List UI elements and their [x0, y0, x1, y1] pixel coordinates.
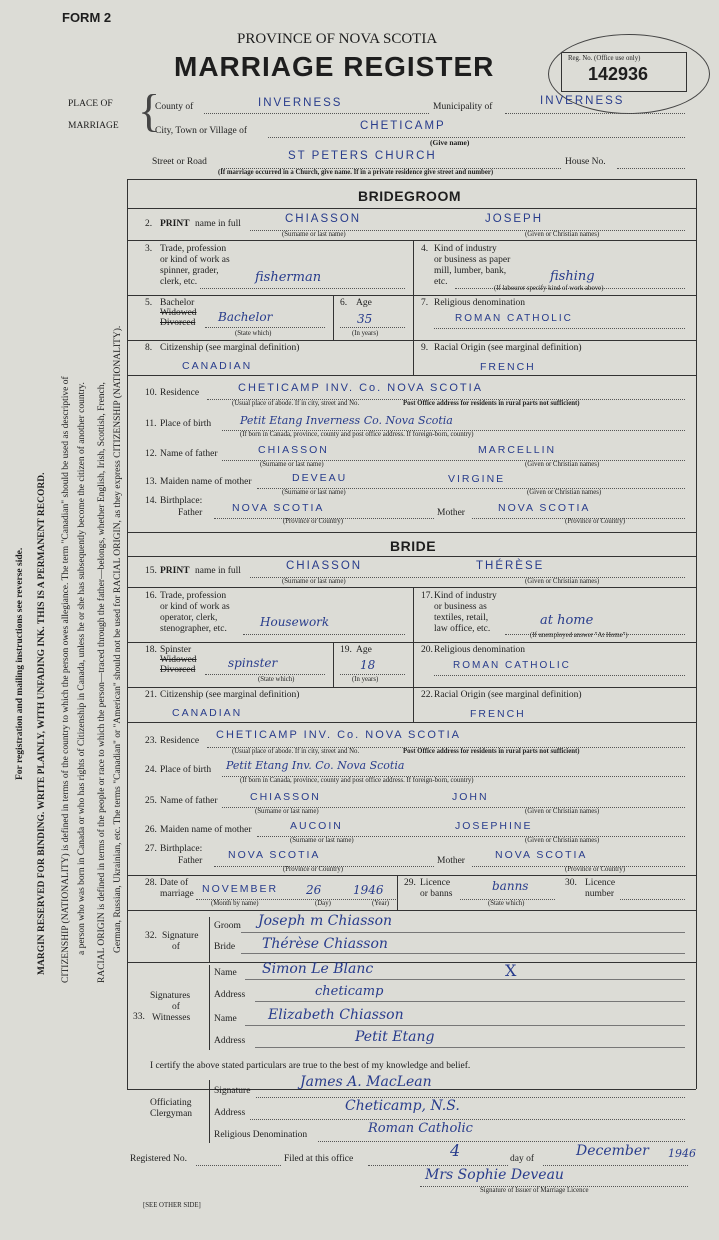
county-label: County of: [155, 102, 194, 112]
bride-status: spinster: [228, 656, 278, 670]
marriage-register-form: FORM 2 PROVINCE OF NOVA SCOTIA MARRIAGE REGISTER Reg. No. (Office use only) 142936 PLACE OF MARRIAGE { County of INVERNESS Municipality of INVERNESS City, Town or Village of CHETICAMP (Give name) Street or Road ST PETERS CHURCH House No. (If marriage occurred in a Church, give name. If in a private residence give street and number) For registration and mailing instructions see reverse side. MARGIN RESERVED FOR BINDING. WRITE PLAINLY, WITH UNFADING INK. THIS IS A PERMANENT RECORD. CITIZENSHIP (NATIONALITY) is defined in terms of the country to which the person owes allegiance. The term "Canadian" should be used as descriptive of a person who was born in Canada or who has rights of Citizenship in Canada, unless he or she has subsequently become the citizen of another country. RACIAL ORIGIN is defined in terms of the people or race to which the person—traced through the father—belongs, whether English, Irish, Scottish, French, German, Russian, Ukrainian, etc. The terms "Canadian" or "American" should not be used for RACIAL ORIGIN, as they express CITIZENSHIP (NATIONALITY). BRIDEGROOM 2. PRINT name in full CHIASSON JOSEPH (Surname or last name) (Given or Christian names) 3. Trade, profession or kind of work as spinner, grader, clerk, etc. fisherman 4. Kind of industry or business as paper mill, lumber, bank, etc. fishing (If labourer specify kind of work above) 5. Bachelor Widowed Divorced Bachelor (State which) 6. Age 35 (In years) 7. Religious denomination ROMAN CATHOLIC 8. Citizenship (see marginal definition) CANADIAN 9. Racial Origin (see marginal definition) FRENCH 10. Residence CHETICAMP INV. Co. NOVA SCOTIA (Usual place of abode. If in city, street and No. Post Office address for residents in rural parts not sufficient) 11. Place of birth Petit Etang Inverness Co. Nova Scotia (If born in Canada, province, county and post office address. If foreign-born, country) 12. Name of father CHIASSON MARCELLIN (Surname or last name) (Given or Christian names) 13. Maiden name of mother DEVEAU VIRGINE (Surname or last name) (Given or Christian names) 14. Birthplace: Father NOVA SCOTIA (Province or Country) Mother NOVA SCOTIA (Province or Country) BRIDE 15. PRINT name in full CHIASSON THÉRÈSE (Surname or last name) (Given or Christian names) 16. Trade, profession or kind of work as operator, clerk, stenographer, etc. Housework 17. Kind of industry or business as textiles, retail, law office, etc. at home (If unemployed answer "At Home") 18. Spinster Widowed Divorced spinster (State which) 19. Age 18 (In years) 20. Religious denomination ROMAN CATHOLIC 21. Citizenship (see marginal definition) CANADIAN 22. Racial Origin (see marginal definition) FRENCH 23. Residence CHETICAMP INV. Co. NOVA SCOTIA (Usual place of abode. If in city, street and No. Post Office address for residents in rural parts not sufficient) 24. Place of birth Petit Etang Inv. Co. Nova Scotia (If born in Canada, province, county and post office address. If foreign-born, country) 25. Name of father CHIASSON JOHN (Surname or last name) (Given or Christian names) 26. Maiden name of mother AUCOIN JOSEPHINE (Surname or last name) (Given or Christian names) 27. Birthplace: Father NOVA SCOTIA (Province or Country) Mother NOVA SCOTIA (Province or Country) 28. Date of marriage NOVEMBER 26 1946 (Month by name) (Day) (Year) 29. Licence or banns banns (State which) 30. Licence number 32. Signature of Groom Joseph m Chiasson Bride Thérèse Chiasson 33. Signatures of Witnesses Name Simon Le Blanc X Address cheticamp Name Elizabeth Chiasson Address Petit Etang I certify the above stated particulars are true to the best of my knowledge and belief. Officiating Clergyman Signature James A. MacLean Address Cheticamp, N.S. Religious Denomination Roman Catholic Registered No. Filed at this office 4 day of December 1946 Mrs Sophie Deveau Signature of Issuer of Marriage Licence [SEE OTHER SIDE]: [0, 0, 719, 1240]
filed-year: 1946: [668, 1147, 696, 1160]
filed-day: 4: [450, 1141, 461, 1160]
witness-2-name: Elizabeth Chiasson: [268, 1007, 404, 1023]
marriage-label: MARRIAGE: [68, 121, 119, 131]
street-value: ST PETERS CHURCH: [288, 150, 437, 162]
groom-birthplace: Petit Etang Inverness Co. Nova Scotia: [240, 414, 453, 427]
groom-mother-given: VIRGINE: [448, 473, 506, 485]
marriage-day: 26: [306, 883, 322, 897]
groom-father-given: MARCELLIN: [478, 444, 557, 456]
reg-no-label: Reg. No. (Office use only): [568, 55, 641, 62]
province-heading: PROVINCE OF NOVA SCOTIA: [237, 31, 438, 47]
margin-line-6: German, Russian, Ukrainian, etc. The terms "Canadian" or "American" should not be used for RACIAL ORIGIN, as they express CITIZENSHIP (NATIONALITY).: [113, 325, 123, 953]
bride-given-names: THÉRÈSE: [476, 560, 545, 572]
margin-instructions: [12, 15, 130, 1015]
bride-mother-given: JOSEPHINE: [455, 820, 533, 832]
bride-surname: CHIASSON: [286, 560, 363, 572]
groom-mother-birthplace: NOVA SCOTIA: [498, 502, 591, 514]
witness-2-address: Petit Etang: [355, 1029, 435, 1045]
groom-trade: fisherman: [255, 270, 322, 285]
groom-status: Bachelor: [218, 310, 273, 324]
groom-industry: fishing: [550, 269, 595, 284]
house-no-label: House No.: [565, 157, 606, 167]
groom-given-names: JOSEPH: [485, 213, 544, 225]
brace: {: [138, 85, 161, 136]
street-note: (If marriage occurred in a Church, give name. If in a private residence give street and number): [218, 169, 494, 176]
bride-trade: Housework: [260, 615, 330, 629]
groom-age: 35: [357, 312, 373, 326]
bride-signature: Thérèse Chiasson: [262, 936, 388, 952]
margin-line-5: RACIAL ORIGIN is defined in terms of the people or race to which the person—traced through the father—belongs, whether English, Irish, Scottish, French,: [97, 382, 107, 983]
reg-number: 142936: [588, 64, 649, 84]
municipality-label: Municipality of: [433, 102, 493, 112]
certify-statement: I certify the above stated particulars are true to the best of my knowledge and belief.: [150, 1061, 471, 1071]
margin-line-3: CITIZENSHIP (NATIONALITY) is defined in terms of the country to which the person owes allegiance. The term "Canadian" should be used as descriptive of: [61, 376, 71, 983]
city-value: CHETICAMP: [360, 120, 446, 132]
bride-mother-surname: AUCOIN: [290, 820, 343, 832]
bride-racial-origin: FRENCH: [470, 708, 526, 720]
see-other-side: [SEE OTHER SIDE]: [143, 1202, 201, 1209]
clergyman-signature: James A. MacLean: [300, 1074, 432, 1090]
groom-signature: Joseph m Chiasson: [258, 913, 393, 929]
bride-religion: ROMAN CATHOLIC: [453, 660, 571, 671]
bride-residence: CHETICAMP INV. Co. NOVA SCOTIA: [216, 729, 462, 741]
marriage-month: NOVEMBER: [202, 883, 279, 895]
groom-father-birthplace: NOVA SCOTIA: [232, 502, 325, 514]
bride-father-surname: CHIASSON: [250, 791, 321, 803]
witness-1-name: Simon Le Blanc: [262, 961, 374, 977]
county-value: INVERNESS: [258, 97, 343, 109]
margin-line-1: For registration and mailing instructions see reverse side.: [15, 547, 25, 780]
bride-mother-birthplace: NOVA SCOTIA: [495, 849, 588, 861]
clergyman-address: Cheticamp, N.S.: [345, 1098, 460, 1114]
groom-religion: ROMAN CATHOLIC: [455, 313, 573, 324]
section-bridegroom: BRIDEGROOM: [358, 188, 461, 204]
bride-age: 18: [360, 658, 376, 672]
city-label: City, Town or Village of: [155, 126, 247, 136]
marriage-year: 1946: [353, 883, 384, 897]
bride-industry: at home: [540, 613, 594, 628]
city-note: (Give name): [430, 138, 470, 147]
margin-line-4: a person who was born in Canada or who has rights of Citizenship in Canada, unless he or she has subsequently become the citizen of another country.: [77, 382, 87, 955]
bride-father-given: JOHN: [452, 791, 489, 803]
groom-racial-origin: FRENCH: [480, 361, 536, 373]
groom-father-surname: CHIASSON: [258, 444, 329, 456]
witness-1-mark: X: [505, 961, 517, 980]
groom-citizenship: CANADIAN: [182, 360, 253, 372]
bride-citizenship: CANADIAN: [172, 707, 243, 719]
bride-father-birthplace: NOVA SCOTIA: [228, 849, 321, 861]
bride-birthplace: Petit Etang Inv. Co. Nova Scotia: [226, 759, 405, 772]
issuer-signature: Mrs Sophie Deveau: [425, 1167, 564, 1183]
page-title: MARRIAGE REGISTER: [174, 51, 495, 82]
witness-1-address: cheticamp: [315, 984, 384, 999]
clergyman-denomination: Roman Catholic: [368, 1121, 473, 1136]
groom-residence: CHETICAMP INV. Co. NOVA SCOTIA: [238, 382, 484, 394]
street-label: Street or Road: [152, 157, 207, 167]
groom-mother-surname: DEVEAU: [292, 472, 348, 484]
section-bride: BRIDE: [390, 538, 437, 554]
margin-line-2: MARGIN RESERVED FOR BINDING. WRITE PLAINLY, WITH UNFADING INK. THIS IS A PERMANENT RECORD.: [37, 472, 47, 975]
municipality-value: INVERNESS: [540, 95, 625, 107]
form-number: FORM 2: [62, 10, 112, 25]
licence-or-banns: banns: [492, 879, 529, 893]
groom-surname: CHIASSON: [285, 213, 362, 225]
filed-month: December: [576, 1143, 649, 1159]
place-of-label: PLACE OF: [68, 99, 113, 109]
